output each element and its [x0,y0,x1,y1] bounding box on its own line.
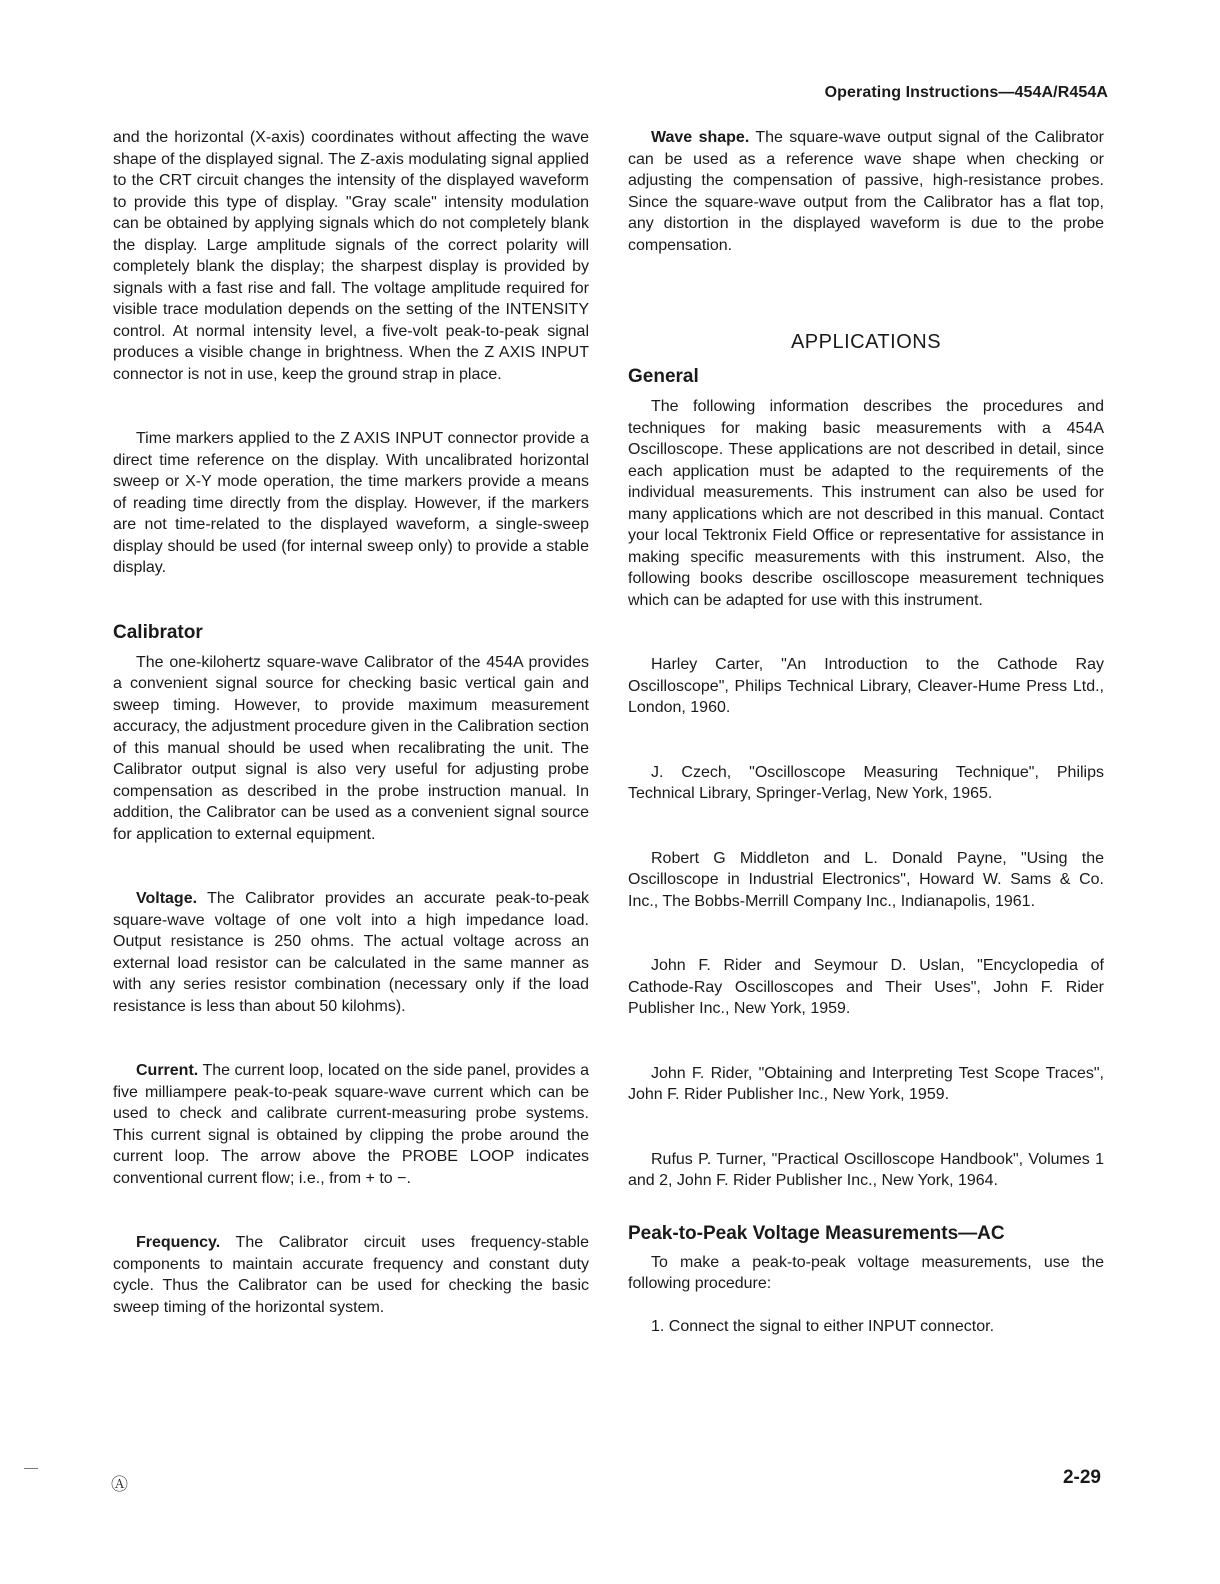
procedure-step-1: 1. Connect the signal to either INPUT connector. [651,1317,995,1335]
revision-mark: Ⓐ [111,1475,128,1494]
time-markers-paragraph: Time markers applied to the Z AXIS INPUT connector provide a direct time reference on the display. With uncalibrated horizontal sweep or X-Y mode operation, the time markers provide a means of reading time directly from the display. However, if the markers are not time-related to the displayed waveform, a single-sweep display should be used (for internal sweep only) to provide a stable display. [113,430,589,576]
calibrator-heading: Calibrator [113,621,203,643]
reference-item: John F. Rider, "Obtaining and Interpreting Test Scope Traces", John F. Rider Publisher Inc., New York, 1959. [628,1064,1104,1103]
peak-to-peak-paragraph: To make a peak-to-peak voltage measurements, use the following procedure: [628,1253,1104,1292]
applications-heading: APPLICATIONS [790,331,942,353]
general-paragraph: The following information describes the procedures and techniques for making basic measurements with a 454A Oscilloscope. These applications are not described in detail, since each application must be adapted to the requirements of the individual measurements. This instrument can also be used for many applications which are not described in this manual. Contact your local Tektronix Field Office or representative for assistance in making specific measurements with this instrument. Also, the following books describe oscilloscope measurement techniques which can be adapted for use with this instrument. [628,398,1104,609]
current-paragraph [113,1060,589,1189]
reference-item: Harley Carter, "An Introduction to the Cathode Ray Oscilloscope", Philips Technical Library, Cleaver-Hume Press Ltd., London, 1960. [628,656,1104,716]
voltage-text: The Calibrator provides an accurate peak-to-peak square-wave voltage of one volt into a high impedance load. Output resistance is 250 ohms. The actual voltage across an external load resistor can be calculated in the same manner as with any series resistor combination (necessary only if the load resistance is less than about 50 kilohms). [113,890,589,1015]
reference-item: J. Czech, "Oscilloscope Measuring Technique", Philips Technical Library, Springer-Verlag, New York, 1965. [628,763,1104,802]
reference-item: John F. Rider and Seymour D. Uslan, "Encyclopedia of Cathode-Ray Oscilloscopes and Their Uses", John F. Rider Publisher Inc., New York, 1959. [628,957,1104,1017]
current-label: Current. [136,1062,199,1079]
reference-item: Robert G Middleton and L. Donald Payne, "Using the Oscilloscope in Industrial Electronics", Howard W. Sams & Co. Inc., The Bobbs-Merrill Company Inc., Indianapolis, 1961. [628,849,1104,910]
voltage-paragraph [113,888,589,1017]
current-text: The current loop, located on the side panel, provides a five milliampere peak-to-peak square-wave current which can be used to check and calibrate current-measuring probe systems. This current signal is obtained by clipping the probe around the current loop. The arrow above the PROBE LOOP indicates conventional current flow; i.e., from + to −. [113,1062,589,1187]
general-heading: General [628,366,699,387]
frequency-label: Frequency. [136,1234,221,1251]
margin-mark [24,1468,38,1469]
running-header: Operating Instructions—454A/R454A [824,84,1108,101]
page-number: 2-29 [1062,1467,1101,1488]
reference-item: Rufus P. Turner, "Practical Oscilloscope Handbook", Volumes 1 and 2, John F. Rider Publisher Inc., New York, 1964. [628,1150,1104,1189]
frequency-paragraph [113,1232,589,1318]
left-column [113,127,589,1318]
calibrator-paragraph: The one-kilohertz square-wave Calibrator of the 454A provides a convenient signal source for checking basic vertical gain and sweep timing. However, to provide maximum measurement accuracy, the adjustment procedure given in the Calibration section of this manual should be used when recalibrating the unit. The Calibrator output signal is also very useful for adjusting probe compensation as described in the probe instruction manual. In addition, the Calibrator can be used as a convenient signal source for application to external equipment. [113,653,589,843]
right-column [628,127,1104,1337]
frequency-text: The Calibrator circuit uses frequency-stable components to maintain accurate frequency and constant duty cycle. Thus the Calibrator can be used for checking the basic sweep timing of the horizontal system. [113,1234,589,1316]
wave-shape-paragraph [628,127,1104,256]
wave-shape-text: The square-wave output signal of the Calibrator can be used as a reference wave shape when checking or adjusting the compensation of passive, high-resistance probes. Since the square-wave output from the Calibrator has a flat top, any distortion in the displayed waveform is due to the probe compensation. [628,129,1104,254]
z-axis-paragraph: and the horizontal (X-axis) coordinates without affecting the wave shape of the displayed signal. The Z-axis modulating signal applied to the CRT circuit changes the intensity of the displayed waveform to provide this type of display. "Gray scale" intensity modulation can be obtained by applying signals which do not completely blank the display. Large amplitude signals of the correct polarity will completely blank the display; the sharpest display is provided by signals with a fast rise and fall. The voltage amplitude required for visible trace modulation depends on the setting of the INTENSITY control. At normal intensity level, a five-volt peak-to-peak signal produces a visible change in brightness. When the Z AXIS INPUT connector is not in use, keep the ground strap in place. [113,129,589,383]
wave-shape-label: Wave shape. [651,129,750,146]
voltage-label: Voltage. [136,890,198,907]
peak-to-peak-heading: Peak-to-Peak Voltage Measurements—AC [628,1222,1005,1244]
